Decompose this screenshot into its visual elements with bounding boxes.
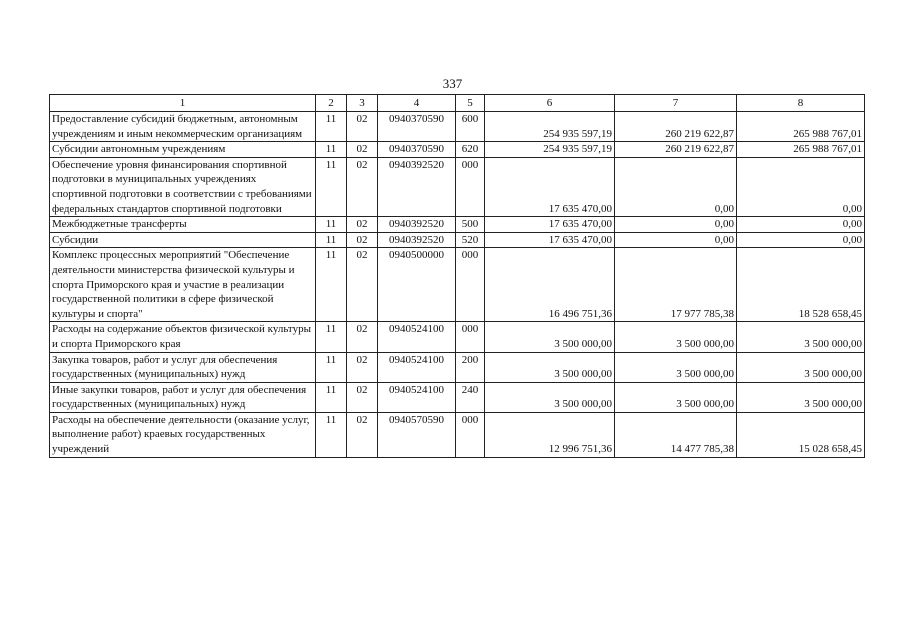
row-amount-col8: 0,00: [737, 217, 865, 233]
row-section: 11: [316, 217, 347, 233]
row-amount-col7: 260 219 622,87: [615, 112, 737, 142]
row-amount-col8: 0,00: [737, 232, 865, 248]
row-name: Закупка товаров, работ и услуг для обеспечения государственных (муниципальных) нужд: [50, 352, 316, 382]
table-row: [50, 112, 865, 142]
row-section: 11: [316, 142, 347, 158]
row-amount-col6: 12 996 751,36: [485, 412, 615, 457]
row-expense-type: 000: [456, 412, 485, 457]
row-amount-col6: 254 935 597,19: [485, 112, 615, 142]
row-amount-col6: 16 496 751,36: [485, 248, 615, 322]
row-subsection: 02: [347, 232, 378, 248]
row-amount-col6: 17 635 470,00: [485, 217, 615, 233]
column-number-row: [50, 95, 865, 112]
column-header: 8: [737, 95, 865, 112]
row-amount-col8: 265 988 767,01: [737, 112, 865, 142]
row-amount-col7: 260 219 622,87: [615, 142, 737, 158]
row-expense-type: 600: [456, 112, 485, 142]
row-amount-col6: 17 635 470,00: [485, 157, 615, 216]
row-section: 11: [316, 322, 347, 352]
row-subsection: 02: [347, 352, 378, 382]
column-header: 1: [50, 95, 316, 112]
row-name: Субсидии: [50, 232, 316, 248]
row-section: 11: [316, 352, 347, 382]
row-name: Обеспечение уровня финансирования спортивной подготовки в муниципальных учреждениях спортивной подготовки в соответствии с требованиями федеральных стандартов спортивной подготовки: [50, 157, 316, 216]
row-amount-col7: 17 977 785,38: [615, 248, 737, 322]
row-amount-col8: 0,00: [737, 157, 865, 216]
table-row: [50, 248, 865, 322]
row-amount-col7: 3 500 000,00: [615, 352, 737, 382]
row-subsection: 02: [347, 217, 378, 233]
row-amount-col8: 3 500 000,00: [737, 382, 865, 412]
row-expense-type: 500: [456, 217, 485, 233]
row-amount-col8: 18 528 658,45: [737, 248, 865, 322]
row-name: Межбюджетные трансферты: [50, 217, 316, 233]
row-subsection: 02: [347, 322, 378, 352]
row-amount-col6: 3 500 000,00: [485, 322, 615, 352]
row-amount-col7: 0,00: [615, 232, 737, 248]
budget-table: [49, 94, 865, 458]
row-subsection: 02: [347, 112, 378, 142]
column-header: 3: [347, 95, 378, 112]
table-row: [50, 232, 865, 248]
row-amount-col8: 3 500 000,00: [737, 352, 865, 382]
row-name: Предоставление субсидий бюджетным, автономным учреждениям и иным некоммерческим организациям: [50, 112, 316, 142]
row-target-code: 0940370590: [378, 112, 456, 142]
row-target-code: 0940524100: [378, 322, 456, 352]
table-row: [50, 217, 865, 233]
row-subsection: 02: [347, 382, 378, 412]
row-target-code: 0940392520: [378, 217, 456, 233]
row-expense-type: 000: [456, 157, 485, 216]
row-subsection: 02: [347, 142, 378, 158]
row-subsection: 02: [347, 412, 378, 457]
row-section: 11: [316, 382, 347, 412]
row-name: Субсидии автономным учреждениям: [50, 142, 316, 158]
row-amount-col6: 3 500 000,00: [485, 352, 615, 382]
row-target-code: 0940392520: [378, 232, 456, 248]
row-amount-col8: 15 028 658,45: [737, 412, 865, 457]
column-header: 4: [378, 95, 456, 112]
table-row: [50, 352, 865, 382]
row-amount-col7: 0,00: [615, 157, 737, 216]
row-target-code: 0940570590: [378, 412, 456, 457]
row-amount-col7: 3 500 000,00: [615, 382, 737, 412]
row-name: Иные закупки товаров, работ и услуг для обеспечения государственных (муниципальных) нужд: [50, 382, 316, 412]
row-expense-type: 520: [456, 232, 485, 248]
row-subsection: 02: [347, 157, 378, 216]
row-expense-type: 620: [456, 142, 485, 158]
row-target-code: 0940392520: [378, 157, 456, 216]
row-amount-col6: 3 500 000,00: [485, 382, 615, 412]
row-section: 11: [316, 412, 347, 457]
row-amount-col6: 254 935 597,19: [485, 142, 615, 158]
row-name: Расходы на обеспечение деятельности (оказание услуг, выполнение работ) краевых государственных учреждений: [50, 412, 316, 457]
row-name: Расходы на содержание объектов физической культуры и спорта Приморского края: [50, 322, 316, 352]
row-expense-type: 200: [456, 352, 485, 382]
row-section: 11: [316, 157, 347, 216]
table-row: [50, 382, 865, 412]
row-section: 11: [316, 232, 347, 248]
row-target-code: 0940370590: [378, 142, 456, 158]
row-amount-col7: 0,00: [615, 217, 737, 233]
page-number: 337: [442, 76, 463, 91]
row-expense-type: 000: [456, 322, 485, 352]
row-expense-type: 240: [456, 382, 485, 412]
row-amount-col8: 3 500 000,00: [737, 322, 865, 352]
table-row: [50, 142, 865, 158]
row-amount-col7: 3 500 000,00: [615, 322, 737, 352]
row-name: Комплекс процессных мероприятий "Обеспечение деятельности министерства физической культуры и спорта Приморского края и участие в реализации государственной политики в сфере физической культуры и спорта": [50, 248, 316, 322]
row-expense-type: 000: [456, 248, 485, 322]
row-amount-col7: 14 477 785,38: [615, 412, 737, 457]
row-amount-col6: 17 635 470,00: [485, 232, 615, 248]
row-target-code: 0940500000: [378, 248, 456, 322]
row-target-code: 0940524100: [378, 382, 456, 412]
column-header: 6: [485, 95, 615, 112]
row-section: 11: [316, 112, 347, 142]
table-row: [50, 322, 865, 352]
column-header: 5: [456, 95, 485, 112]
column-header: 2: [316, 95, 347, 112]
row-section: 11: [316, 248, 347, 322]
column-header: 7: [615, 95, 737, 112]
table-row: [50, 412, 865, 457]
table-row: [50, 157, 865, 216]
row-target-code: 0940524100: [378, 352, 456, 382]
row-amount-col8: 265 988 767,01: [737, 142, 865, 158]
row-subsection: 02: [347, 248, 378, 322]
